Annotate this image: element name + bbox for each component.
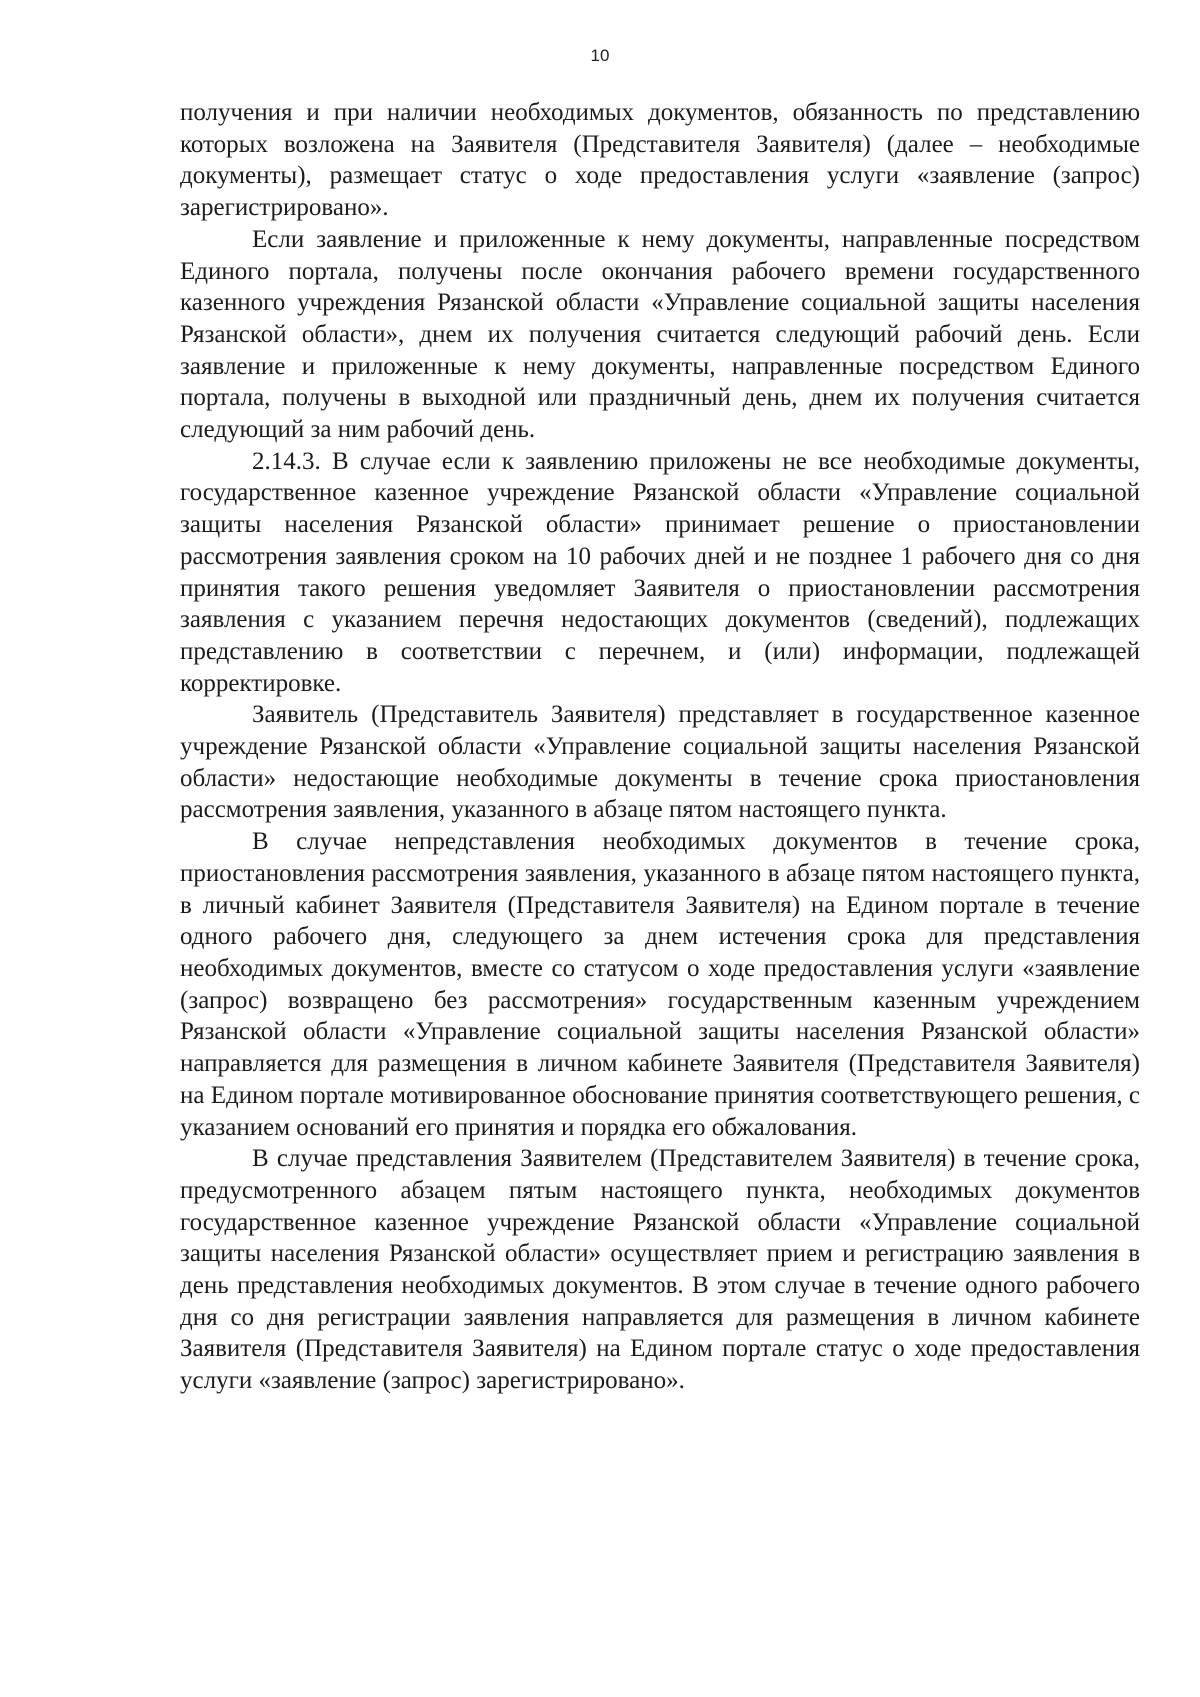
paragraph: Заявитель (Представитель Заявителя) представляет в государственное казенное учреждение Рязанской области «Управление социальной защиты населения Рязанской области» недостающие необходимые документы в течение срока приостановления рассмотрения заявления, указанного в абзаце пятом настоящего пункта. xyxy=(180,701,1140,824)
paragraph: В случае непредставления необходимых документов в течение срока, приостановления рассмотрения заявления, указанного в абзаце пятом настоящего пункта, в личный кабинет Заявителя (Представителя Заявителя) на Едином портале в течение одного рабочего дня, следующего за днем истечения срока для представления необходимых документов, вместе со статусом о ходе предоставления услуги «заявление (запрос) возвращено без рассмотрения» государственным казенным учреждением Рязанской области «Управление социальной защиты населения Рязанской области» направляется для размещения в личном кабинете Заявителя (Представителя Заявителя) на Едином портале мотивированное обоснование принятия соответствующего решения, с указанием оснований его принятия и порядка его обжалования. xyxy=(180,828,1140,1141)
page-number: 10 xyxy=(590,46,610,65)
paragraph: получения и при наличии необходимых документов, обязанность по представлению которых возложена на Заявителя (Представителя Заявителя) (далее – необходимые документы), размещает статус о ходе предоставления услуги «заявление (запрос) зарегистрировано». xyxy=(180,99,1140,222)
paragraph: Если заявление и приложенные к нему документы, направленные посредством Единого портала, получены после окончания рабочего времени государственного казенного учреждения Рязанской области «Управление социальной защиты населения Рязанской области», днем их получения считается следующий рабочий день. Если заявление и приложенные к нему документы, направленные посредством Единого портала, получены в выходной или праздничный день, днем их получения считается следующий за ним рабочий день. xyxy=(180,225,1140,444)
document-body xyxy=(180,97,1140,1397)
paragraph-2-14-3: 2.14.3. В случае если к заявлению приложены не все необходимые документы, государственное казенное учреждение Рязанской области «Управление социальной защиты населения Рязанской области» принимает решение о приостановлении рассмотрения заявления сроком на 10 рабочих дней и не позднее 1 рабочего дня со дня принятия такого решения уведомляет Заявителя о приостановлении рассмотрения заявления с указанием перечня недостающих документов (сведений), подлежащих представлению в соответствии с перечнем, и (или) информации, подлежащей корректировке. xyxy=(180,447,1140,697)
paragraph: В случае представления Заявителем (Представителем Заявителя) в течение срока, предусмотренного абзацем пятым настоящего пункта, необходимых документов государственное казенное учреждение Рязанской области «Управление социальной защиты населения Рязанской области» осуществляет прием и регистрацию заявления в день представления необходимых документов. В этом случае в течение одного рабочего дня со дня регистрации заявления направляется для размещения в личном кабинете Заявителя (Представителя Заявителя) на Едином портале статус о ходе предоставления услуги «заявление (запрос) зарегистрировано». xyxy=(180,1145,1140,1395)
